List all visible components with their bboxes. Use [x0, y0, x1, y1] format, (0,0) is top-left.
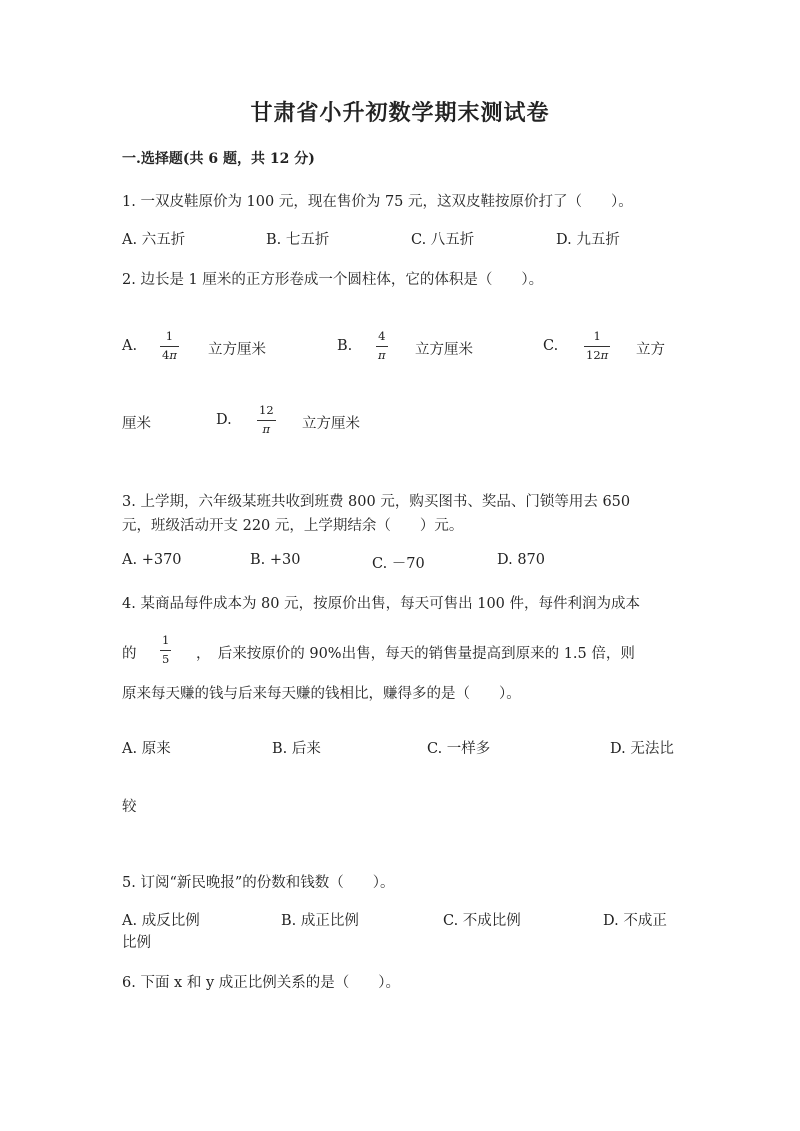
q5-option-c: C. 不成比例: [443, 913, 521, 929]
q2-option-c-unit: 立方: [636, 342, 665, 358]
section-heading: 一.选择题(共 6 题，共 12 分): [122, 151, 315, 167]
q4-option-b: B. 后来: [272, 741, 321, 757]
question-4-line-1: 4. 某商品每件成本为 80 元，按原价出售，每天可售出 100 件，每件利润为成本: [122, 596, 641, 612]
fraction-numerator: 4: [378, 329, 386, 343]
question-2-text: 2. 边长是 1 厘米的正方形卷成一个圆柱体，它的体积是（ ）。: [122, 272, 544, 288]
q2-option-a-label: A.: [122, 338, 138, 354]
q5-option-d: D. 不成正: [603, 913, 667, 929]
q4-fraction: [160, 635, 171, 665]
fraction-numerator: 1: [593, 329, 601, 343]
question-4-line-2-prefix: 的: [122, 646, 137, 662]
q5-option-d-continued: 比例: [122, 935, 151, 951]
fraction-denominator: [376, 347, 388, 362]
question-5-text: 5. 订阅“新民晚报”的份数和钱数（ ）。: [122, 875, 395, 891]
fraction-denominator: [584, 347, 610, 362]
q2-option-b-fraction: [376, 331, 388, 361]
pi-symbol: π: [378, 347, 386, 362]
q3-option-a: A. +370: [122, 552, 182, 568]
q3-option-b: B. +30: [250, 552, 301, 568]
q2-option-d-label: D.: [216, 412, 232, 428]
q5-option-a: A. 成反比例: [122, 913, 200, 929]
denominator-number: 12: [586, 347, 601, 362]
q4-option-d: D. 无法比: [610, 741, 674, 757]
pi-symbol: π: [169, 347, 177, 362]
question-4-line-3: 原来每天赚的钱与后来每天赚的钱相比，赚得多的是（ ）。: [122, 686, 521, 702]
question-1-text: 1. 一双皮鞋原价为 100 元，现在售价为 75 元，这双皮鞋按原价打了（ ）。: [122, 194, 633, 210]
q2-option-c-label: C.: [543, 338, 559, 354]
q2-option-a-fraction: [160, 331, 179, 361]
q1-option-d: D. 九五折: [556, 232, 620, 248]
fraction-numerator: 1: [165, 329, 174, 343]
q2-option-c-unit-continued: 厘米: [122, 416, 151, 432]
pi-symbol: π: [600, 347, 609, 362]
q1-option-c: C. 八五折: [411, 232, 475, 248]
question-3-line-1: 3. 上学期，六年级某班共收到班费 800 元，购买图书、奖品、门锁等用去 650: [122, 494, 631, 510]
q1-option-a: A. 六五折: [122, 232, 186, 248]
q4-option-d-continued: 较: [122, 799, 137, 815]
q2-option-d-unit: 立方厘米: [302, 416, 360, 432]
question-4-line-2-suffix: ， 后来按原价的 90%出售，每天的销售量提高到原来的 1.5 倍，则: [196, 646, 635, 662]
fraction-numerator: 1: [162, 633, 170, 647]
q2-option-a-unit: 立方厘米: [208, 342, 266, 358]
denominator-number: 4: [162, 347, 170, 362]
q4-option-c: C. 一样多: [427, 741, 491, 757]
q2-option-d-fraction: [257, 405, 276, 435]
q2-option-b-unit: 立方厘米: [415, 342, 473, 358]
fraction-denominator: [261, 421, 273, 436]
page-title: 甘肃省小升初数学期末测试卷: [250, 100, 550, 126]
question-3-line-2: 元，班级活动开支 220 元，上学期结余（ ）元。: [122, 518, 464, 534]
question-6-text: 6. 下面 x 和 y 成正比例关系的是（ ）。: [122, 975, 400, 991]
q3-option-c: C. －70: [372, 556, 425, 572]
q1-option-b: B. 七五折: [266, 232, 330, 248]
pi-symbol: π: [262, 421, 271, 436]
fraction-numerator: 12: [259, 403, 274, 417]
q3-option-d: D. 870: [497, 552, 546, 568]
q5-option-b: B. 成正比例: [281, 913, 359, 929]
q4-option-a: A. 原来: [122, 741, 171, 757]
q2-option-c-fraction: [584, 331, 610, 361]
fraction-denominator: 5: [162, 651, 170, 666]
fraction-denominator: [160, 347, 179, 362]
q2-option-b-label: B.: [337, 338, 353, 354]
